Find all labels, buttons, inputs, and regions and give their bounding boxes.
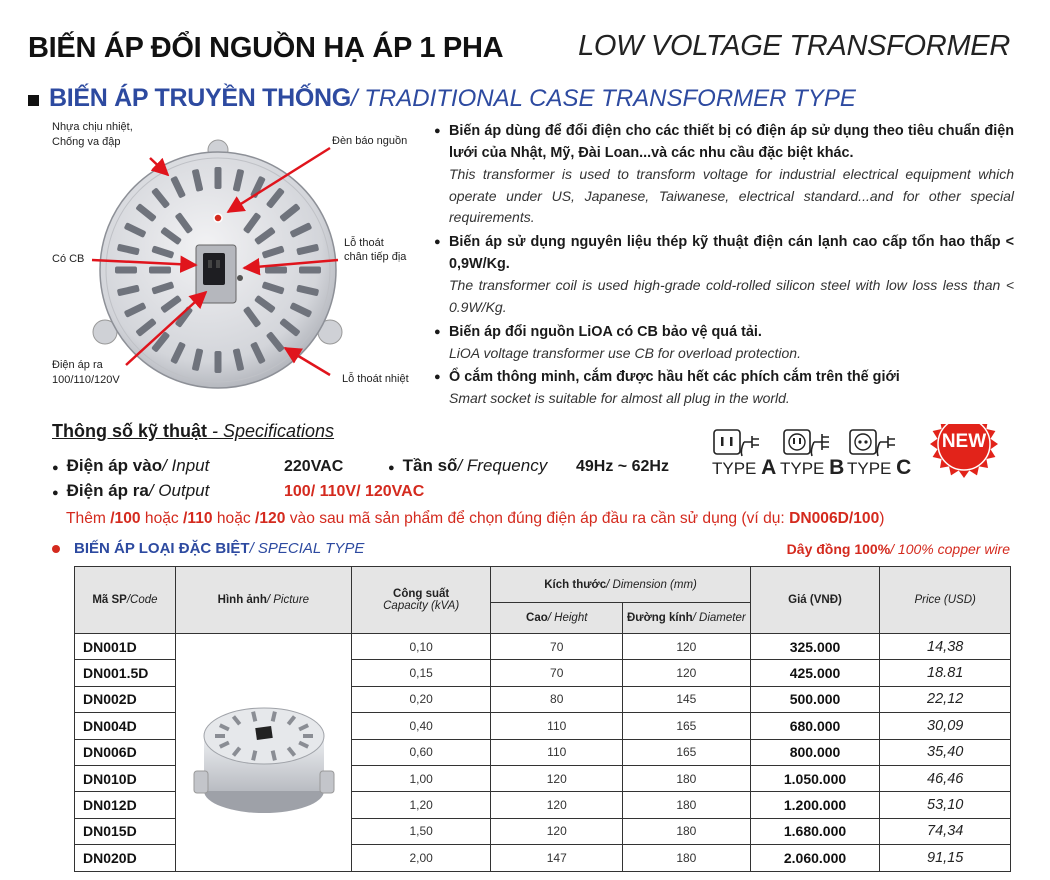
special-title-vi: BIẾN ÁP LOẠI ĐẶC BIỆT — [74, 540, 250, 557]
bullet-dot-icon: ● — [52, 487, 59, 499]
type-c-prefix: TYPE — [847, 459, 897, 478]
spec-output-label: Điện áp ra — [66, 481, 149, 500]
spec-output-label-en: / Output — [148, 481, 210, 500]
bullet-1 — [434, 120, 1014, 229]
type-a-letter: A — [761, 456, 777, 479]
square-bullet-icon — [28, 95, 39, 106]
spec-input-label-en: / Input — [162, 456, 210, 475]
row-height: 70 — [491, 660, 623, 686]
row-price-usd: 18.81 — [880, 660, 1011, 686]
col-dimension-header: Kích thước/ Dimension (mm) — [491, 567, 750, 603]
row-height: 120 — [491, 765, 623, 791]
product-table — [74, 566, 1011, 872]
spec-frequency-label: Tần số — [402, 456, 458, 475]
bullet-1-en: This transformer is used to transform voltage for industrial electrical equipment which operate under US, Japanese, Taiwanese, electrical standard...and for other special requirements. — [449, 166, 1014, 225]
type-b-prefix: TYPE — [780, 459, 830, 478]
row-code: DN015D — [75, 818, 176, 844]
row-code: DN001D — [75, 634, 176, 660]
row-capacity: 0,60 — [351, 739, 491, 765]
row-capacity: 0,15 — [351, 660, 491, 686]
row-diameter: 180 — [623, 818, 751, 844]
row-diameter: 180 — [623, 845, 751, 871]
row-code: DN006D — [75, 739, 176, 765]
copper-vi: Dây đồng 100% — [786, 541, 891, 557]
row-code: DN012D — [75, 792, 176, 818]
row-code: DN020D — [75, 845, 176, 871]
type-a-prefix: TYPE — [712, 459, 762, 478]
row-price-usd: 35,40 — [880, 739, 1011, 765]
type-a-label — [712, 456, 776, 480]
note-bold-1: /100 — [110, 510, 141, 527]
row-price-vnd: 500.000 — [750, 686, 880, 712]
row-price-usd: 30,09 — [880, 713, 1011, 739]
note-bold-4: DN006D/100 — [789, 510, 880, 527]
row-height: 70 — [491, 634, 623, 660]
row-height: 110 — [491, 739, 623, 765]
type-b-label — [780, 456, 844, 480]
row-height: 147 — [491, 845, 623, 871]
bullet-dot-icon: ● — [388, 462, 395, 474]
row-capacity: 1,20 — [351, 792, 491, 818]
callout-output-1: Điện áp ra — [52, 359, 103, 371]
note-bold-2: /110 — [183, 510, 213, 527]
callout-heat-vent: Lỗ thoát nhiệt — [342, 373, 409, 385]
bullet-3 — [434, 321, 1014, 365]
row-capacity: 1,50 — [351, 818, 491, 844]
col-code-header: Mã SP/Code — [75, 567, 176, 634]
note-text-2: hoặc — [140, 510, 184, 527]
note-bold-3: /120 — [255, 510, 286, 527]
row-capacity: 0,40 — [351, 713, 491, 739]
socket-c-icon — [850, 430, 895, 456]
row-height: 110 — [491, 713, 623, 739]
spec-input-label: Điện áp vào — [66, 456, 163, 475]
note-text-3: hoặc — [212, 510, 256, 527]
row-price-vnd: 1.200.000 — [750, 792, 880, 818]
row-diameter: 165 — [623, 739, 751, 765]
page-title: BIẾN ÁP ĐỔI NGUỒN HẠ ÁP 1 PHA — [28, 32, 504, 64]
spec-frequency-label-en: / Frequency — [457, 456, 548, 475]
bullet-4 — [434, 366, 1014, 410]
bullet-2-vi: ● Biến áp sử dụng nguyên liệu thép kỹ thuật điện cán lạnh cao cấp tổn hao thấp < 0,9W/Kg. — [434, 231, 1014, 275]
row-diameter: 180 — [623, 765, 751, 791]
row-capacity: 0,10 — [351, 634, 491, 660]
row-code: DN001.5D — [75, 660, 176, 686]
spec-input-value: 220VAC — [284, 458, 344, 475]
product-picture-cell — [175, 634, 351, 872]
spec-output — [52, 481, 209, 501]
callout-output-2: 100/110/120V — [52, 374, 120, 386]
row-price-usd: 53,10 — [880, 792, 1011, 818]
row-code: DN002D — [75, 686, 176, 712]
page-title-en: LOW VOLTAGE TRANSFORMER — [578, 30, 1010, 62]
bullet-2 — [434, 231, 1014, 318]
transformer-photo — [176, 641, 351, 861]
row-price-vnd: 680.000 — [750, 713, 880, 739]
socket-a-icon — [714, 430, 759, 456]
callout-ground-1: Lỗ thoát — [344, 237, 384, 249]
callout-ground-2: chân tiếp địa — [344, 251, 407, 263]
section-title-vi: BIẾN ÁP TRUYỀN THỐNG — [49, 84, 351, 112]
callout-impact: Chống va đập — [52, 136, 121, 148]
row-price-vnd: 425.000 — [750, 660, 880, 686]
bullet-dot-icon: ● — [52, 462, 59, 474]
row-diameter: 120 — [623, 634, 751, 660]
bullet-1-vi: ● Biến áp dùng để đổi điện cho các thiết bị có điện áp sử dụng theo tiêu chuẩn điện lưới của Nhật, Mỹ, Đài Loan...và các nhu cầu đặc biệt khác. — [434, 120, 1014, 164]
row-diameter: 180 — [623, 792, 751, 818]
row-height: 80 — [491, 686, 623, 712]
special-type-heading — [52, 540, 364, 557]
type-b-letter: B — [829, 456, 845, 479]
specs-title-vi: Thông số kỹ thuật — [52, 421, 207, 441]
note-text-1: Thêm — [66, 510, 111, 527]
callout-power-light: Đèn báo nguồn — [332, 135, 408, 147]
col-vnd-header: Giá (VNĐ) — [750, 567, 880, 634]
row-capacity: 0,20 — [351, 686, 491, 712]
spec-frequency — [388, 456, 547, 476]
spec-input — [52, 456, 209, 476]
row-diameter: 165 — [623, 713, 751, 739]
type-c-label — [847, 456, 911, 480]
type-c-letter: C — [896, 456, 912, 479]
bullet-4-en: Smart socket is suitable for almost all plug in the world. — [449, 390, 790, 406]
row-price-vnd: 2.060.000 — [750, 845, 880, 871]
row-diameter: 120 — [623, 660, 751, 686]
red-dot-icon — [52, 545, 60, 553]
row-height: 120 — [491, 792, 623, 818]
row-price-usd: 46,46 — [880, 765, 1011, 791]
socket-b-icon — [784, 430, 829, 456]
row-price-vnd: 1.680.000 — [750, 818, 880, 844]
bullet-3-vi: ● Biến áp đổi nguồn LiOA có CB bảo vệ quá tải. — [434, 321, 1014, 343]
col-diameter-header: Đường kính/ Diameter — [623, 603, 751, 634]
section-heading — [28, 84, 856, 113]
row-code: DN004D — [75, 713, 176, 739]
row-price-vnd: 1.050.000 — [750, 765, 880, 791]
col-height-header: Cao/ Height — [491, 603, 623, 634]
row-price-usd: 74,34 — [880, 818, 1011, 844]
bullet-2-en: The transformer coil is used high-grade cold-rolled silicon steel with low loss less than < 0.9W/Kg. — [449, 277, 1014, 315]
specs-title — [52, 421, 334, 442]
row-diameter: 145 — [623, 686, 751, 712]
row-price-usd: 91,15 — [880, 845, 1011, 871]
section-title-en: / TRADITIONAL CASE TRANSFORMER TYPE — [350, 84, 856, 112]
col-capacity-header: Công suất Capacity (kVA) — [351, 567, 491, 634]
note-text-4: vào sau mã sản phẩm để chọn đúng điện áp đầu ra cần sử dụng (ví dụ: — [285, 510, 790, 527]
table-row — [75, 634, 1011, 660]
bullet-3-en: LiOA voltage transformer use CB for overload protection. — [449, 345, 801, 361]
voltage-note — [66, 510, 884, 528]
spec-output-value: 100/ 110V/ 120VAC — [284, 483, 425, 500]
row-price-vnd: 325.000 — [750, 634, 880, 660]
copper-en: / 100% copper wire — [890, 541, 1010, 557]
col-usd-header: Price (USD) — [880, 567, 1011, 634]
special-title-en: / SPECIAL TYPE — [249, 540, 365, 557]
row-price-vnd: 800.000 — [750, 739, 880, 765]
specs-title-en: - Specifications — [207, 421, 335, 441]
row-capacity: 2,00 — [351, 845, 491, 871]
bullet-4-vi: ● Ổ cắm thông minh, cắm được hầu hết các phích cắm trên thế giới — [434, 366, 1014, 388]
spec-frequency-value: 49Hz ~ 62Hz — [576, 458, 669, 475]
product-diagram — [0, 120, 430, 410]
col-picture-header: Hình ảnh/ Picture — [175, 567, 351, 634]
row-height: 120 — [491, 818, 623, 844]
callout-heat: Nhựa chịu nhiệt, — [52, 121, 133, 133]
copper-note — [787, 541, 1010, 557]
new-badge-text: NEW — [941, 431, 987, 452]
note-text-5: ) — [879, 510, 885, 527]
callout-cb: Có CB — [52, 253, 85, 265]
row-price-usd: 14,38 — [880, 634, 1011, 660]
row-capacity: 1,00 — [351, 765, 491, 791]
row-code: DN010D — [75, 765, 176, 791]
row-price-usd: 22,12 — [880, 686, 1011, 712]
